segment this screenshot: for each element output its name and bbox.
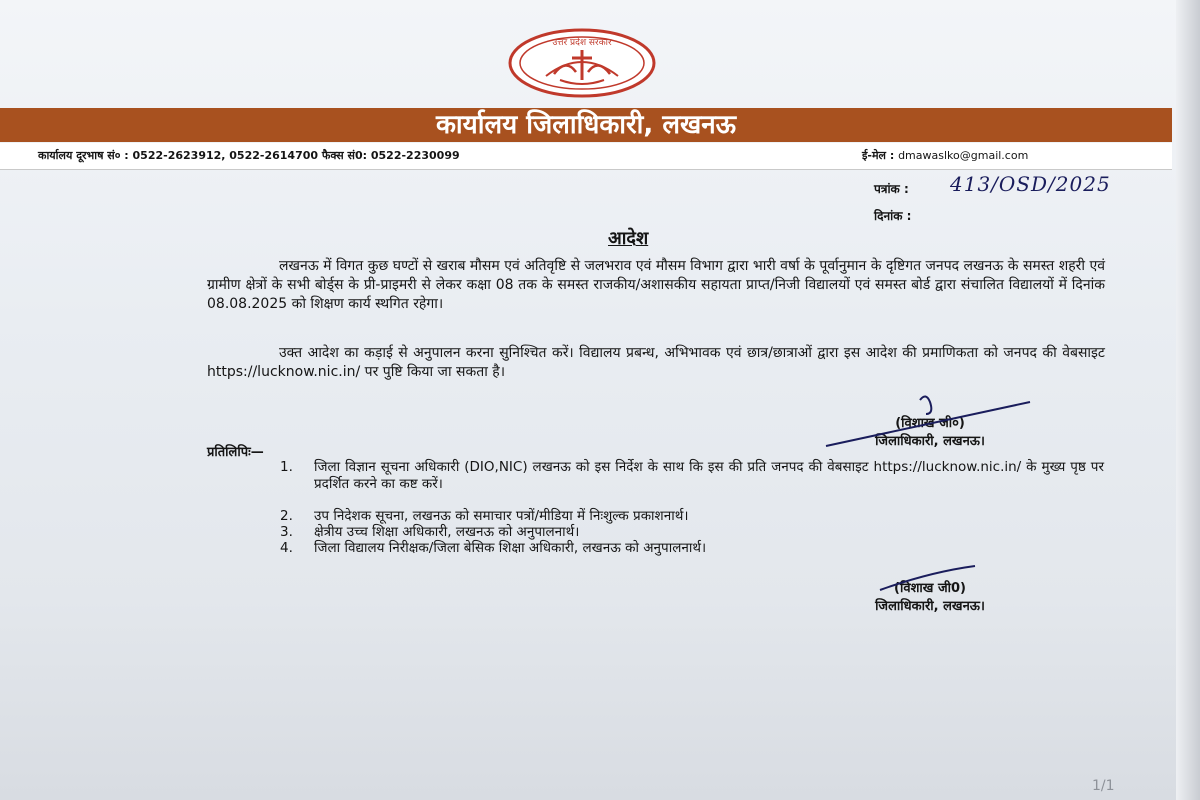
copy-item-number: 1. [280,459,293,475]
signatory-designation: जिलाधिकारी, लखनऊ। [875,599,985,614]
phone-fax-info: कार्यालय दूरभाष सं० : 0522-2623912, 0522-2614700 फैक्स सं0: 0522-2230099 [38,149,460,162]
dinank-label: दिनांक : [874,209,912,223]
order-paragraph-2: उक्त आदेश का कड़ाई से अनुपालन करना सुनिश्चित करें। विद्यालय प्रबन्ध, अभिभावक एवं छात्र/छात्राओं द्वारा इस आदेश की प्रमाणिकता को जनपद की वेबसाइट https://lucknow.nic.in/ पर पुष्टि किया जा सकता है। [207,345,1105,380]
copy-to-label: प्रतिलिपिः— [207,445,264,460]
order-paragraph-1: लखनऊ में विगत कुछ घण्टों से खराब मौसम एवं अतिवृष्टि से जलभराव एवं मौसम विभाग द्वारा भारी वर्षा के पूर्वानुमान के दृष्टिगत जनपद लखनऊ के समस्त शहरी एवं ग्रामीण क्षेत्रों के सभी बोर्ड्स के प्री-प्राइमरी से लेकर कक्षा 08 तक के समस्त राजकीय/अशासकीय सहायता प्राप्त/निजी विद्यालयों एवं समस्त बोर्ड द्वारा संचालित विद्यालयों में दिनांक 08.08.2025 को शिक्षण कार्य स्थगित रहेगा। [207,258,1105,312]
signature-block-1 [815,415,1045,451]
copy-item-text: क्षेत्रीय उच्च शिक्षा अधिकारी, लखनऊ को अनुपालनार्थ। [314,524,580,540]
email-value: dmawaslko@gmail.com [898,149,1029,162]
seal-text: उत्तर प्रदेश सरकार [552,38,612,48]
copy-item-number: 3. [280,524,293,540]
copy-item-number: 4. [280,540,293,556]
copy-item-text: जिला विज्ञान सूचना अधिकारी (DIO,NIC) लखनऊ को इस निर्देश के साथ कि इस की प्रति जनपद की वेबसाइट https://lucknow.nic.in/ के मुख्य पृष्ठ पर प्रदर्शित करने का कष्ट करें। [314,459,1104,492]
copy-item-text: जिला विद्यालय निरीक्षक/जिला बेसिक शिक्षा अधिकारी, लखनऊ को अनुपालनार्थ। [314,540,707,556]
patrank-label: पत्रांक : [874,182,909,196]
contact-strip [0,143,1172,170]
signatory-name: (विशाख जी0) [894,581,966,596]
page-number: 1/1 [1092,778,1115,794]
copy-item-number: 2. [280,508,293,524]
copy-item-text: उप निदेशक सूचना, लखनऊ को समाचार पत्रों/मीडिया में निःशुल्क प्रकाशनार्थ। [314,508,689,524]
up-government-seal [506,28,658,98]
signatory-designation: जिलाधिकारी, लखनऊ। [875,434,985,449]
email-info [862,143,1028,169]
office-title-banner: कार्यालय जिलाधिकारी, लखनऊ [0,108,1172,142]
signatory-name: (विशाख जी०) [895,416,965,431]
signature-block-2 [815,580,1045,616]
order-title: आदेश [608,228,649,249]
page-edge [1176,0,1200,800]
email-label: ई-मेल : [862,149,895,162]
patrank-handwritten: 413/OSD/2025 [950,172,1111,196]
